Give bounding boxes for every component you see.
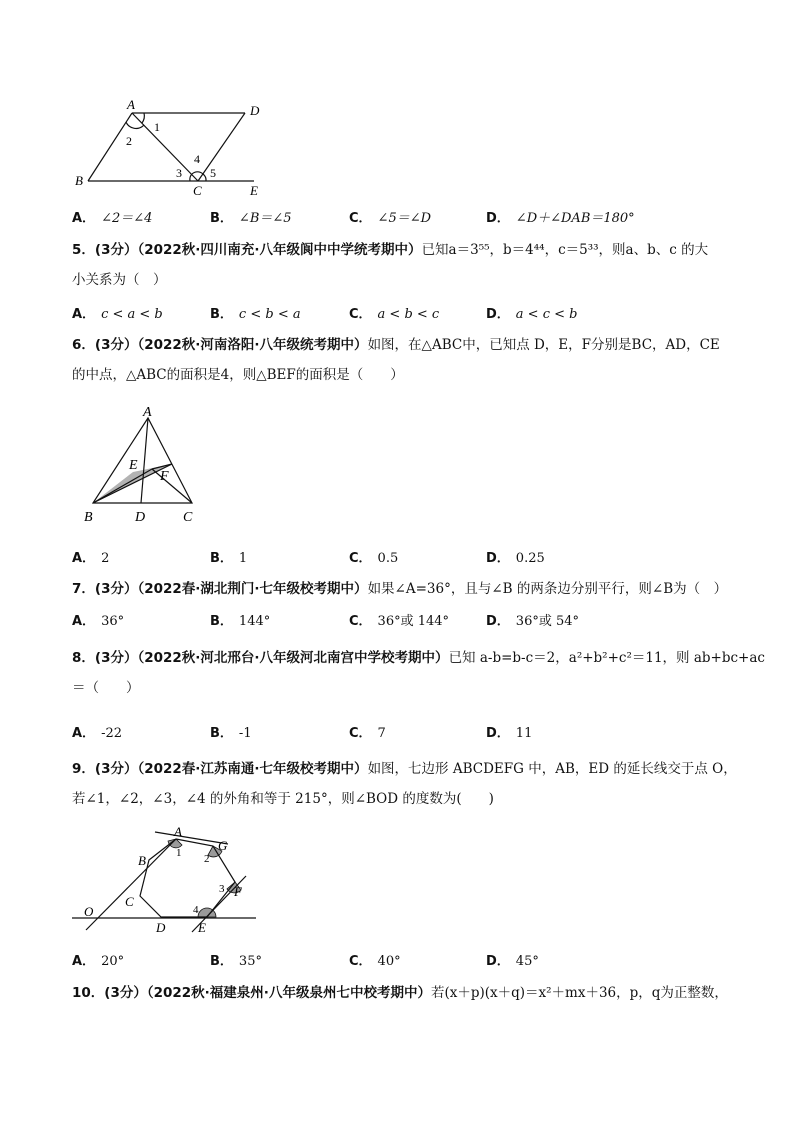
- q7-stem: [72, 574, 732, 604]
- q4-label-E: E: [250, 183, 258, 198]
- q6-options: [72, 547, 732, 567]
- q4-label-C: C: [193, 183, 202, 198]
- q6-stem: [72, 330, 732, 390]
- q6-label-E: E: [129, 458, 138, 473]
- q9-angle-2: 2: [204, 853, 210, 865]
- q10-line1: 若(x＋p)(x＋q)＝x²＋mx＋36，p，q为正整数，: [430, 985, 728, 1001]
- q4-figure: [70, 95, 280, 200]
- q4-label-D: D: [250, 103, 260, 118]
- q4-option-a[interactable]: A． ∠2＝∠4: [72, 211, 153, 226]
- q4-angle-5: 5: [210, 166, 216, 180]
- q7-number: 7．(3分）: [72, 581, 138, 597]
- q4-options: [72, 207, 732, 227]
- q6-option-a[interactable]: A． 2: [72, 551, 110, 566]
- q6-label-C: C: [183, 510, 193, 525]
- q5-number: 5．(3分）: [72, 242, 138, 258]
- q4-label-B: B: [75, 173, 83, 188]
- q8-line2: ＝（ ）: [72, 680, 140, 696]
- q4-angle-4: 4: [194, 152, 200, 166]
- q9-figure: [70, 820, 265, 940]
- q7-option-c[interactable]: C． 36°或 144°: [349, 614, 450, 629]
- q6-label-A: A: [143, 405, 152, 420]
- q5-line1: 已知a＝3⁵⁵，b＝4⁴⁴，c＝5³³，则a、b、c 的大: [421, 242, 709, 258]
- q7-option-a[interactable]: A． 36°: [72, 614, 125, 629]
- q5-options: [72, 303, 732, 323]
- q6-line2: 的中点，△ABC的面积是4，则△BEF的面积是（ ）: [72, 367, 404, 383]
- q7-option-b[interactable]: B． 144°: [210, 614, 271, 629]
- q5-source: （2022秋·四川南充·八年级阆中中学统考期中）: [137, 242, 422, 258]
- q9-option-b[interactable]: B． 35°: [210, 954, 262, 969]
- q9-option-c[interactable]: C． 40°: [349, 954, 401, 969]
- q9-stem: [72, 754, 737, 814]
- q5-option-a[interactable]: A． c < a < b: [72, 307, 163, 322]
- q7-line1: 如果∠A=36°，且与∠B 的两条边分别平行，则∠B为（ ）: [367, 581, 728, 597]
- q9-label-C: C: [125, 894, 134, 909]
- q5-stem: [72, 235, 732, 295]
- q9-options: [72, 950, 732, 970]
- q9-number: 9．(3分）: [72, 761, 138, 777]
- q6-option-d[interactable]: D． 0.25: [486, 551, 545, 566]
- q7-options: [72, 610, 732, 630]
- q5-option-d[interactable]: D． a < c < b: [486, 307, 578, 322]
- q6-source: （2022秋·河南洛阳·八年级统考期中）: [137, 337, 368, 353]
- q4-option-c[interactable]: C． ∠5＝∠D: [349, 211, 432, 226]
- q5-option-b[interactable]: B． c < b < a: [210, 307, 301, 322]
- q9-angle-3: 3: [219, 883, 225, 895]
- q9-option-a[interactable]: A． 20°: [72, 954, 125, 969]
- q6-option-c[interactable]: C． 0.5: [349, 551, 399, 566]
- q8-number: 8．(3分）: [72, 650, 138, 666]
- q6-label-B: B: [84, 510, 93, 525]
- q4-angle-1: 1: [154, 120, 160, 134]
- q6-figure: [80, 400, 210, 530]
- q4-option-d[interactable]: D． ∠D＋∠DAB＝180°: [486, 211, 635, 226]
- q5-option-c[interactable]: C． a < b < c: [349, 307, 440, 322]
- q10-stem: [72, 978, 732, 1008]
- q9-label-F: F: [234, 884, 242, 899]
- q9-label-B: B: [138, 853, 146, 868]
- q7-source: （2022春·湖北荆门·七年级校考期中）: [137, 581, 368, 597]
- q6-option-b[interactable]: B． 1: [210, 551, 248, 566]
- q9-label-A: A: [174, 824, 182, 839]
- q9-line2: 若∠1，∠2，∠3，∠4 的外角和等于 215°，则∠BOD 的度数为( ): [72, 791, 494, 807]
- q6-label-D: D: [135, 510, 146, 525]
- q8-option-d[interactable]: D． 11: [486, 726, 533, 741]
- q4-option-b[interactable]: B． ∠B＝∠5: [210, 211, 292, 226]
- q8-stem: [72, 643, 765, 703]
- q9-label-O: O: [84, 904, 94, 919]
- q7-option-d[interactable]: D． 36°或 54°: [486, 614, 580, 629]
- q9-angle-1: 1: [176, 847, 182, 859]
- q9-label-E: E: [198, 920, 206, 935]
- q9-line1: 如图，七边形 ABCDEFG 中，AB，ED 的延长线交于点 O，: [367, 761, 737, 777]
- q6-line1: 如图，在△ABC中，已知点 D，E，F分别是BC，AD，CE: [367, 337, 720, 353]
- q8-source: （2022秋·河北邢台·八年级河北南宫中学校考期中）: [137, 650, 449, 666]
- q5-line2: 小关系为（ ）: [72, 272, 167, 288]
- q10-source: （2022秋·福建泉州·八年级泉州七中校考期中）: [146, 985, 431, 1001]
- q8-option-b[interactable]: B． -1: [210, 726, 252, 741]
- q6-number: 6．(3分）: [72, 337, 138, 353]
- q6-label-F: F: [160, 469, 169, 484]
- q4-angle-3: 3: [176, 166, 182, 180]
- q4-angle-2: 2: [126, 134, 132, 148]
- q9-option-d[interactable]: D． 45°: [486, 954, 539, 969]
- q10-number: 10．(3分）: [72, 985, 147, 1001]
- q8-line1: 已知 a-b=b-c＝2，a²+b²+c²＝11，则 ab+bc+ac: [448, 650, 765, 666]
- q8-option-c[interactable]: C． 7: [349, 726, 386, 741]
- q8-option-a[interactable]: A． -22: [72, 726, 122, 741]
- q9-source: （2022春·江苏南通·七年级校考期中）: [137, 761, 368, 777]
- q8-options: [72, 722, 732, 742]
- q9-angle-4: 4: [193, 904, 199, 916]
- q9-label-G: G: [218, 838, 228, 853]
- q4-label-A: A: [127, 97, 135, 112]
- q9-label-D: D: [156, 920, 166, 935]
